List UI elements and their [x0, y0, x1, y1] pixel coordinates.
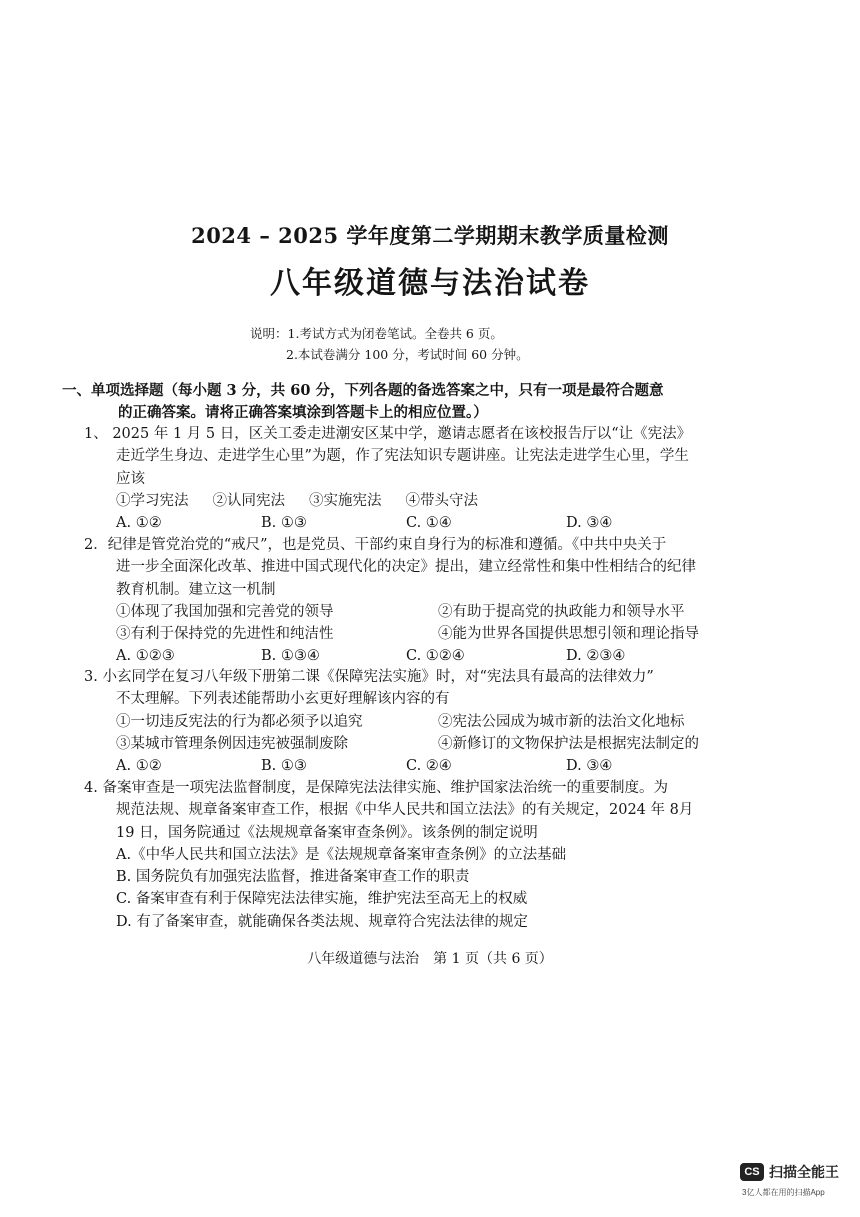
statement: ③有利于保持党的先进性和纯洁性	[116, 626, 334, 643]
statement: ①体现了我国加强和完善党的领导	[116, 603, 334, 620]
choice-d: D. ②③④	[566, 648, 626, 665]
instructions-item-2: 2.本试卷满分 100 分，考试时间 60 分钟。	[286, 347, 529, 362]
statement: ①学习宪法	[116, 492, 189, 509]
question-3	[84, 666, 754, 777]
choice-c: C. ①④	[406, 515, 452, 532]
statement: ④带头守法	[405, 492, 478, 509]
question-stem-line: 3. 小玄同学在复习八年级下册第二课《保障宪法实施》时，对“宪法具有最高的法律效力”	[84, 669, 654, 685]
choice-d: D. ③④	[566, 758, 613, 775]
question-4	[84, 777, 754, 933]
exam-title-line1: 2024 – 2025 学年度第二学期期末教学质量检测	[191, 223, 669, 248]
statement-list	[84, 711, 754, 756]
choice-b: B. ①③	[261, 758, 307, 775]
choice-a: A. ①②	[116, 515, 162, 532]
question-1	[84, 423, 754, 534]
scanner-logo-icon: CS	[740, 1163, 764, 1181]
answer-choices	[84, 844, 754, 933]
section-1-heading-line2: 的正确答案。请将正确答案填涂到答题卡上的相应位置。）	[118, 404, 488, 421]
section-1-heading-line1: 一、单项选择题（每小题 3 分，共 60 分，下列各题的备选答案之中，只有一项是最符合题意	[62, 382, 664, 399]
question-stem-line: 进一步全面深化改革、推进中国式现代化的决定》提出，建立经常性和集中性相结合的纪律	[116, 559, 696, 576]
choice-c: C. ②④	[406, 758, 452, 775]
statement: ②认同宪法	[212, 492, 285, 509]
statement: ④能为世界各国提供思想引领和理论指导	[438, 626, 699, 643]
instructions-label: 说明：	[250, 326, 288, 341]
choice-a: A.《中华人民共和国立法法》是《法规规章备案审查条例》的立法基础	[116, 846, 567, 863]
statement-list	[84, 601, 754, 646]
exam-title-line2: 八年级道德与法治试卷	[270, 266, 590, 301]
choice-b: B. ①③	[261, 515, 307, 532]
statement: ②宪法公园成为城市新的法治文化地标	[438, 713, 685, 730]
instructions-item-1: 1.考试方式为闭卷笔试。全卷共 6 页。	[287, 326, 503, 341]
page-footer: 八年级道德与法治 第 1 页（共 6 页）	[307, 951, 553, 967]
question-stem-line: 1、 2025 年 1 月 5 日，区关工委走进潮安区某中学，邀请志愿者在该校报告厅以“让《宪法》	[84, 426, 692, 442]
question-stem-line: 教育机制。建立这一机制	[116, 581, 276, 598]
choice-d: D. 有了备案审查，就能确保各类法规、规章符合宪法法律的规定	[116, 913, 528, 930]
question-2	[84, 534, 754, 668]
choice-a: A. ①②	[116, 758, 162, 775]
statement: ④新修订的文物保护法是根据宪法制定的	[438, 735, 699, 752]
scanner-name: 扫描全能王	[769, 1164, 839, 1180]
question-stem-line: 不太理解。下列表述能帮助小玄更好理解该内容的有	[116, 691, 450, 708]
statement: ③实施宪法	[309, 492, 382, 509]
choice-c: C. ①②④	[406, 648, 465, 665]
instructions	[250, 323, 529, 365]
question-stem-line: 应该	[116, 470, 145, 487]
question-stem-line: 走近学生身边、走进学生心里”为题，作了宪法知识专题讲座。让宪法走进学生心里，学生	[116, 448, 689, 465]
question-stem-line: 2．纪律是管党治党的“戒尺”，也是党员、干部约束自身行为的标准和遵循。《中共中央关于	[84, 537, 667, 553]
choice-d: D. ③④	[566, 515, 613, 532]
answer-choices	[84, 645, 754, 667]
answer-choices	[84, 512, 754, 534]
question-stem-line: 19 日，国务院通过《法规规章备案审查条例》。该条例的制定说明	[116, 824, 538, 841]
statement: ③某城市管理条例因违宪被强制废除	[116, 735, 348, 752]
answer-choices	[84, 755, 754, 777]
statement-list	[84, 490, 754, 512]
choice-b: B. 国务院负有加强宪法监督，推进备案审查工作的职责	[116, 869, 470, 886]
choice-a: A. ①②③	[116, 648, 175, 665]
choice-b: B. ①③④	[261, 648, 320, 665]
statement: ①一切违反宪法的行为都必须予以追究	[116, 713, 363, 730]
section-1-heading	[62, 380, 762, 424]
scanner-tagline: 3亿人都在用的扫描App	[742, 1188, 825, 1197]
question-stem-line: 4. 备案审查是一项宪法监督制度，是保障宪法法律实施、维护国家法治统一的重要制度。为	[84, 780, 668, 796]
statement: ②有助于提高党的执政能力和领导水平	[438, 603, 685, 620]
scanner-watermark	[740, 1162, 839, 1182]
choice-c: C. 备案审查有利于保障宪法法律实施，维护宪法至高无上的权威	[116, 891, 528, 908]
question-stem-line: 规范法规、规章备案审查工作，根据《中华人民共和国立法法》的有关规定，2024 年 8月	[116, 802, 694, 819]
